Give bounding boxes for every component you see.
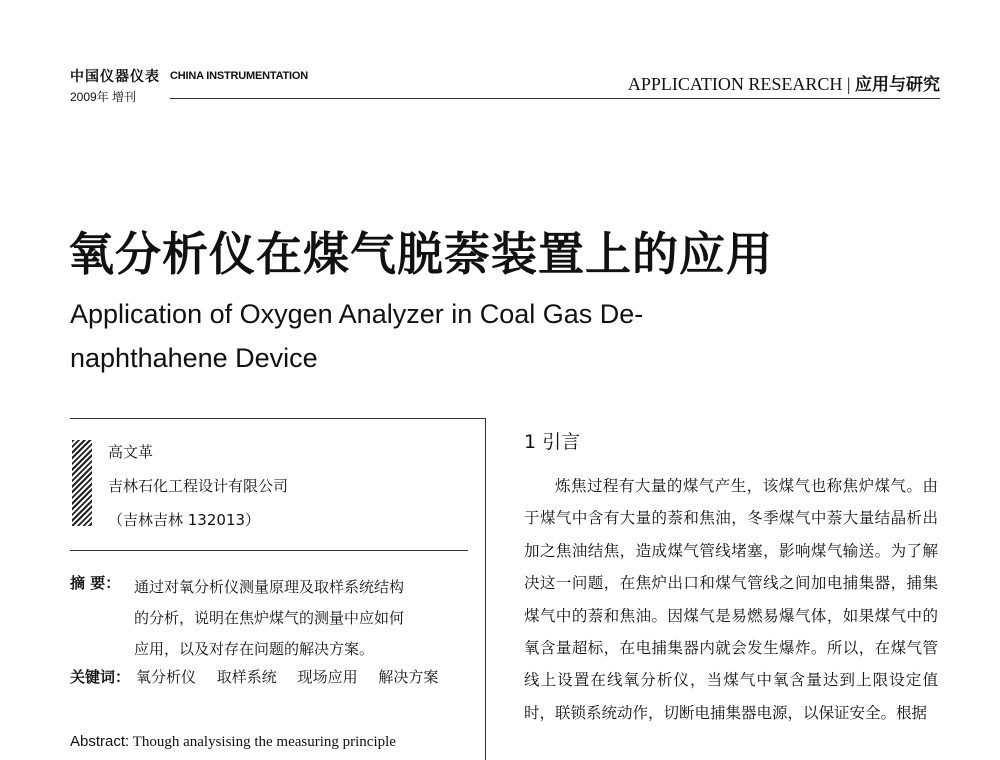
journal-name-en: CHINA INSTRUMENTATION — [170, 70, 308, 82]
keyword: 解决方案 — [378, 668, 439, 686]
abstract-en-text: Though analysising the measuring principle — [132, 734, 396, 750]
paper-title-en: Application of Oxygen Analyzer in Coal Gas De-naphthahene Device — [70, 299, 644, 373]
keyword: 氧分析仪 — [136, 668, 197, 686]
introduction-paragraph: 炼焦过程有大量的煤气产生，该煤气也称焦炉煤气。由于煤气中含有大量的萘和焦油，冬季煤气中萘大量结晶析出加之焦油结焦，造成煤气管线堵塞，影响煤气输送。为了解决这一问题，在焦炉出口和煤气管线之间加电捕集器，捕集煤气中的萘和焦油。因煤气是易燃易爆气体，如果煤气中的氧含量超标，在电捕集器内就会发生爆炸。所以，在煤气管线上设置在线氧分析仪，当煤气中氧含量达到上限设定值时，联锁系统动作，切断电捕集器电源，以保证安全。根据 — [524, 477, 938, 722]
keyword: 取样系统 — [216, 668, 277, 686]
abstract-text-zh — [134, 572, 474, 665]
header-rule — [170, 98, 940, 99]
section-heading-introduction: 1 引言 — [524, 431, 581, 453]
abstract-box-top-rule — [70, 418, 486, 419]
keyword: 现场应用 — [297, 668, 358, 686]
abstract-en — [70, 733, 396, 751]
journal-logo-cn: 中国仪器仪表 — [70, 69, 160, 85]
abstract-line: 应用，以及对存在问题的解决方案。 — [134, 640, 375, 658]
paper-title-zh: 氧分析仪在煤气脱萘装置上的应用 — [68, 227, 773, 281]
section-title-zh: 应用与研究 — [855, 75, 940, 95]
author-organization: 吉林石化工程设计有限公司 — [108, 477, 289, 495]
column-divider — [485, 418, 486, 760]
abstract-label: 摘 要： — [70, 574, 121, 592]
section-title-en: APPLICATION RESEARCH — [627, 74, 843, 94]
keywords-list — [136, 666, 454, 687]
issue-label: 2009年 增刊 — [70, 90, 137, 104]
author-name: 高文革 — [108, 443, 154, 461]
abstract-line: 的分析，说明在焦炉煤气的测量中应如何 — [134, 609, 405, 627]
author-divider — [70, 550, 468, 551]
author-bar-decoration — [72, 440, 92, 526]
author-address: （吉林吉林 132013） — [108, 511, 261, 529]
abstract-en-label: Abstract: — [70, 733, 130, 750]
section-separator: | — [846, 74, 851, 94]
keywords-label: 关键词： — [70, 668, 131, 686]
abstract-line: 通过对氧分析仪测量原理及取样系统结构 — [134, 578, 405, 596]
section-title — [628, 70, 940, 95]
